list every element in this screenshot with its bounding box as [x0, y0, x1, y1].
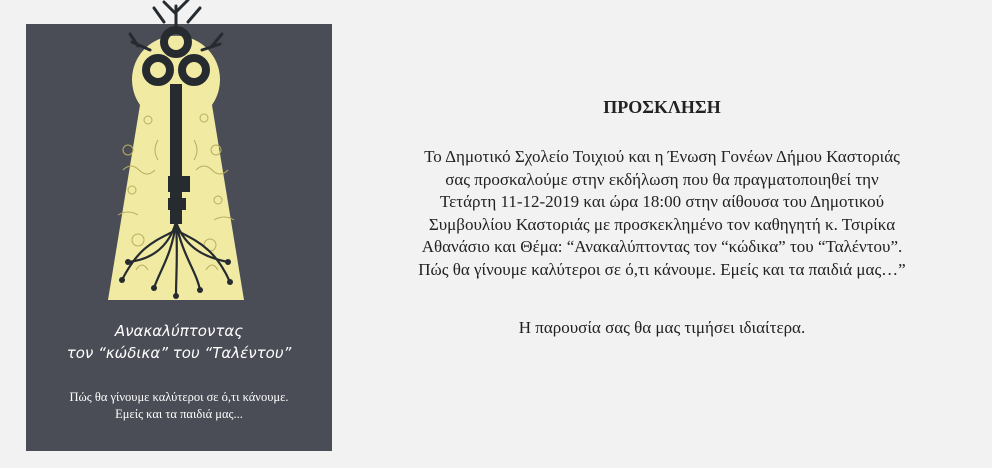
- invitation-closing: Η παρουσία σας θα μας τιμήσει ιδιαίτερα.: [518, 318, 806, 337]
- invitation-heading: ΠΡΟΣΚΛΗΣΗ: [603, 97, 721, 117]
- poster-title: [26, 320, 332, 364]
- invitation-body: [352, 146, 972, 281]
- key-bit-lower: [168, 198, 186, 210]
- event-poster: [26, 24, 332, 451]
- key-bit: [168, 176, 190, 192]
- invitation-body-line: Το Δημοτικό Σχολείο Τοιχιού και η Ένωση Γονέων Δήμου Καστοριάς: [424, 147, 900, 166]
- key-in-keyhole-with-tree-roots-icon: [88, 0, 264, 300]
- poster-title-line: Ανακαλύπτοντας: [114, 322, 244, 340]
- poster-subtitle-line: Πώς θα γίνουμε καλύτεροι σε ό,τι κάνουμε.: [69, 390, 289, 404]
- invitation-body-line: Αθανάσιο και Θέμα: “Ανακαλύπτοντας τον “κώδικα” του “Ταλέντου”.: [421, 237, 903, 256]
- poster-subtitle-line: Εμείς και τα παιδιά μας...: [115, 407, 243, 421]
- invitation-text: [352, 96, 972, 339]
- poster-subtitle: [26, 389, 332, 423]
- invitation-body-line: Τετάρτη 11-12-2019 και ώρα 18:00 στην αίθουσα του Δημοτικού: [439, 192, 885, 211]
- invitation-body-line: Συμβουλίου Καστοριάς με προσκεκλημένο τον καθηγητή κ. Τσιρίκα: [428, 214, 896, 234]
- invitation-body-line: Πώς θα γίνουμε καλύτεροι σε ό,τι κάνουμε. Εμείς και τα παιδιά μας…”: [418, 259, 906, 279]
- invitation-body-line: σας προσκαλούμε στην εκδήλωση που θα πραγματοποιηθεί την: [445, 169, 879, 189]
- poster-title-line: τον “κώδικα” του “Ταλέντου”: [66, 344, 292, 362]
